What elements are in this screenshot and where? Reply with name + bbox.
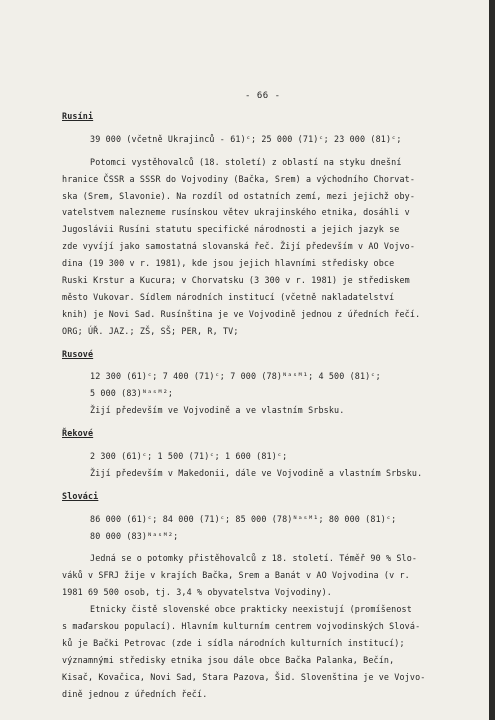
- text-line: významnými středisky etnika jsou dále obce Bačka Palanka, Bečín,: [62, 654, 395, 665]
- text-line: váků v SFRJ žije v krajích Bačka, Srem a Banát v AO Vojvodina (v r.: [62, 570, 410, 581]
- section-heading-rusini: Rusíni: [62, 111, 94, 121]
- section-heading-rekove: Řekové: [62, 428, 94, 439]
- text-line: ORG; ÚŘ. JAZ.; ZŠ, SŠ; PER, R, TV;: [62, 325, 239, 336]
- page-number-row: [0, 91, 470, 101]
- text-line: Žijí především ve Vojvodině a ve vlastním Srbsku.: [90, 405, 345, 416]
- text-line: s maďarskou populací). Hlavním kulturním centrem vojvodinských Slová-: [62, 621, 421, 632]
- text-line: město Vukovar. Sídlem národních institucí (včetně nakladatelství: [62, 291, 395, 302]
- text-line: hranice ČSSR a SSSR do Vojvodiny (Bačka, Srem) a východního Chorvat-: [62, 173, 416, 184]
- text-line: dině jednou z úředních řečí.: [62, 688, 208, 699]
- text-line: ska (Srem, Slavonie). Na rozdíl od ostatních zemí, mezi jejichž oby-: [62, 190, 416, 201]
- text-line: dina (19 300 v r. 1981), kde jsou jejich hlavními středisky obce: [62, 258, 395, 269]
- stats-line: 86 000 (61)ᶜ; 84 000 (71)ᶜ; 85 000 (78)ᴺᵃˢᴹ¹; 80 000 (81)ᶜ;: [90, 513, 397, 524]
- text-line: Žijí především v Makedonii, dále ve Vojvodině a vlastním Srbsku.: [90, 467, 423, 478]
- text-line: Jedná se o potomky přistěhovalců z 18. století. Téměř 90 % Slo-: [90, 553, 418, 564]
- text-line: Ruski Krstur a Kucura; v Chorvatsku (3 300 v r. 1981) je střediskem: [62, 275, 410, 286]
- text-line: vatelstvem nalezneme rusínskou větev ukrajinského etnika, dosáhli v: [62, 207, 410, 218]
- text-line: Jugoslávii Rusíni statutu specifické národnosti a jejich jazyk se: [62, 224, 400, 235]
- text-line: zde vyvíjí jako samostatná slovanská řeč. Žijí především v AO Vojvo-: [62, 241, 416, 252]
- page-number: - 66 -: [245, 91, 281, 101]
- text-line: 1981 69 500 osob, tj. 3,4 % obyvatelstva Vojvodiny).: [62, 587, 332, 598]
- stats-line: 39 000 (včetně Ukrajinců - 61)ᶜ; 25 000 (71)ᶜ; 23 000 (81)ᶜ;: [90, 133, 402, 144]
- section-heading-slovaci: Slováci: [62, 490, 99, 501]
- text-line: Potomci vystěhovalců (18. století) z oblastí na styku dnešní: [90, 156, 402, 167]
- page-content: [62, 108, 426, 703]
- stats-line: 12 300 (61)ᶜ; 7 400 (71)ᶜ; 7 000 (78)ᴺᵃˢᴹ¹; 4 500 (81)ᶜ;: [90, 371, 381, 382]
- text-line: Kisač, Kovačica, Novi Sad, Stara Pazova, Šid. Slovenština je ve Vojvo-: [62, 671, 426, 682]
- text-line: ků je Bački Petrovac (zde i sídla národních kulturních institucí);: [62, 637, 405, 648]
- text-line: knih) je Novi Sad. Rusínština je ve Vojvodině jednou z úředních řečí.: [62, 308, 421, 319]
- stats-line: 5 000 (83)ᴺᵃˢᴹ²;: [90, 388, 174, 399]
- text-line: Etnicky čistě slovenské obce prakticky neexistují (promíšenost: [90, 604, 412, 615]
- section-heading-rusove: Rusové: [62, 348, 94, 359]
- stats-line: 80 000 (83)ᴺᵃˢᴹ²;: [90, 530, 179, 541]
- stats-line: 2 300 (61)ᶜ; 1 500 (71)ᶜ; 1 600 (81)ᶜ;: [90, 451, 288, 462]
